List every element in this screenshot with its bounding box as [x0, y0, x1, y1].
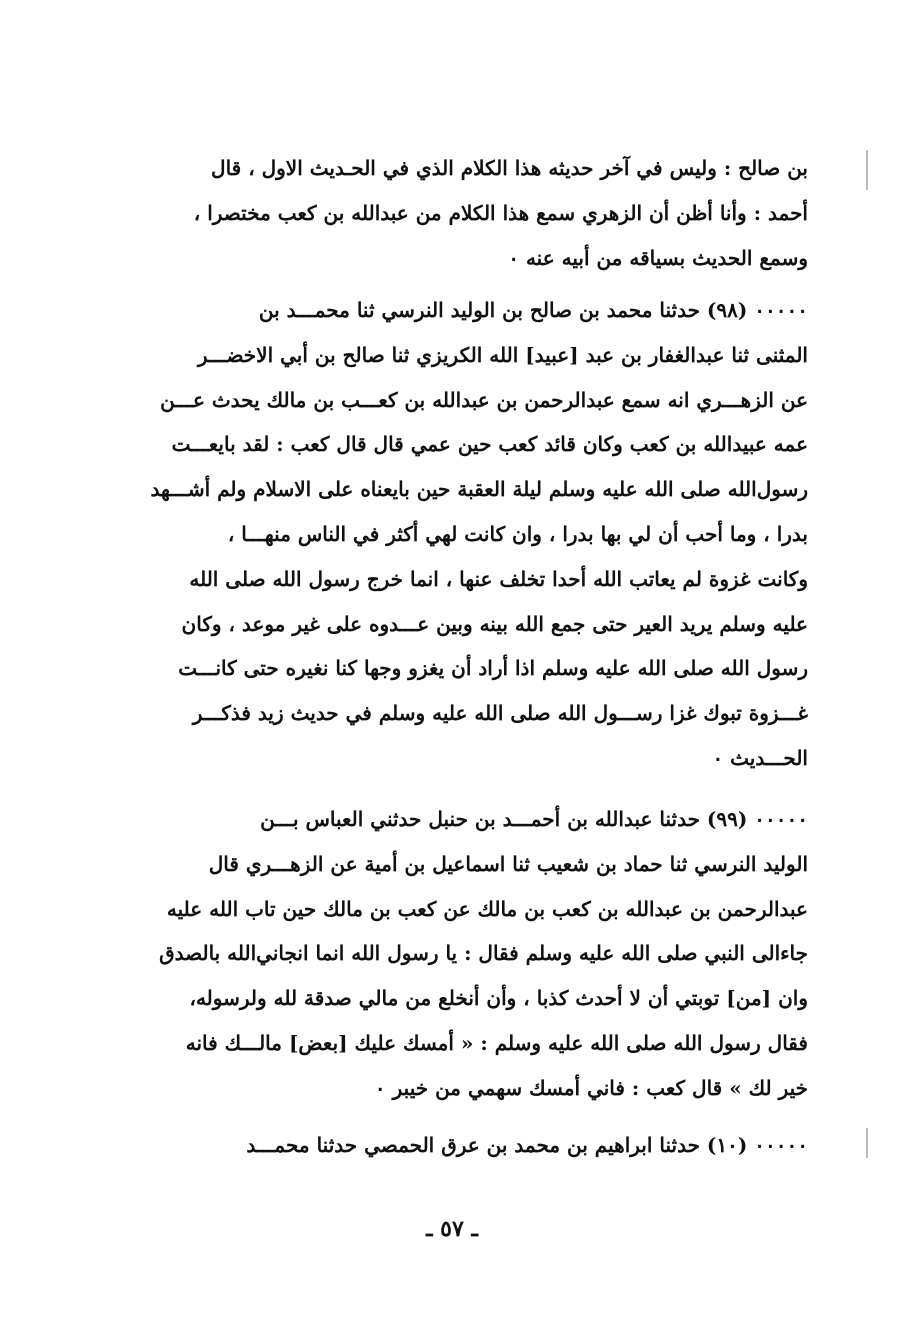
text-line: عن الزهـــري انه سمع عبدالرحمن بن عبدالله بن كعـــب بن مالك يحدث عـــن — [160, 387, 808, 412]
text-line: الوليد النرسي ثنا حماد بن شعيب ثنا اسماعيل بن أمية عن الزهـــري قال — [208, 851, 808, 876]
text-line: المثنى ثنا عبدالغفار بن عبد [عبيد] الله الكريزي ثنا صالح بن أبي الاخضـــر — [197, 342, 808, 367]
text-line: جاءالى النبي صلى الله عليه وسلم فقال : يا رسول الله انما انجاني‌الله بالصدق — [159, 941, 808, 966]
page-number: ـ ٥٧ ـ — [426, 1216, 478, 1242]
scan-margin-mark — [866, 150, 868, 190]
text-line: رسول‌الله صلى الله عليه وسلم ليلة العقبة حين بايعناه على الاسلام ولم أشـــهد — [150, 477, 808, 502]
text-line: فقال رسول الله صلى الله عليه وسلم : « أمسك عليك [بعض] مالـــك فانه — [185, 1030, 808, 1055]
text-line: وان [من] توبتي أن لا أحدث كذبا ، وأن أنخلع من مالي صدقة لله ولرسوله، — [189, 986, 808, 1011]
paragraph-continuation — [92, 146, 808, 280]
text-line: وكانت غزوة لم يعاتب الله أحدا تخلف عنها ، انما خرج رسول الله صلى الله — [189, 566, 808, 591]
text-line: رسول الله صلى الله عليه وسلم اذا أراد أن يغزو وجها كنا نغيره حتى كانـــت — [178, 656, 808, 681]
text-line: عمه عبيدالله بن كعب وكان قائد كعب حين عمي قال قال كعب : لقد بايعـــت — [171, 432, 808, 457]
scan-margin-mark — [866, 1128, 868, 1158]
text-line: وسمع الحديث بسياقه من أبيه عنه ٠ — [508, 245, 808, 270]
text-line: بن صالح : وليس في آخر حديثه هذا الكلام الذي في الحـديث الاول ، قال — [211, 156, 808, 180]
hadith-98 — [92, 288, 808, 781]
text-line: ٠٠٠٠٠ (٩٩) حدثنا عبدالله بن أحمـــد بن حنبل حدثني العباس بـــن — [260, 807, 808, 831]
text-line: خير لك » قال كعب : فاني أمسك سهمي من خيبر ٠ — [374, 1075, 808, 1100]
hadith-100 — [92, 1123, 808, 1168]
text-line: بدرا ، وما أحب أن لي بها بدرا ، وان كانت لهي أكثر في الناس منهـــا ، — [227, 521, 808, 546]
hadith-99 — [92, 797, 808, 1111]
text-line: الحـــديث ٠ — [712, 745, 808, 770]
text-line: أحمد : وأنا أظن أن الزهري سمع هذا الكلام من عبدالله بن كعب مختصرا ، — [193, 200, 808, 225]
text-line: عليه وسلم يريد العير حتى جمع الله بينه وبين عـــدوه على غير موعد ، وكان — [181, 611, 808, 636]
text-line: غـــزوة تبوك غزا رســـول الله صلى الله عليه وسلم في حديث زيد فذكـــر — [192, 701, 808, 726]
text-line: ٠٠٠٠٠ (٩٨) حدثنا محمد بن صالح بن الوليد النرسي ثنا محمـــد بن — [258, 298, 808, 322]
text-line: ٠٠٠٠٠ (١٠) حدثنا ابراهيم بن محمد بن عرق الحمصي حدثنا محمـــد — [246, 1133, 808, 1157]
text-line: عبدالرحمن بن عبدالله بن كعب بن مالك عن كعب بن مالك حين تاب الله عليه — [166, 896, 808, 921]
